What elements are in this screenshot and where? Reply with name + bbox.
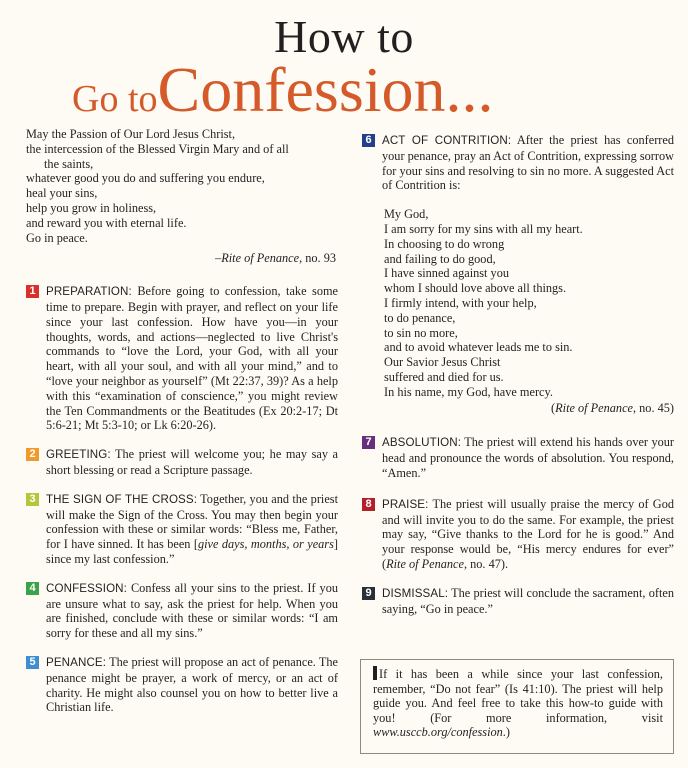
prayer-line: to sin no more, bbox=[384, 325, 458, 340]
step-text-after: ] since my last confession.” bbox=[46, 537, 338, 566]
callout-text-after: .) bbox=[502, 725, 510, 739]
right-column bbox=[362, 133, 674, 616]
attribution-source: Rite of Penance bbox=[221, 251, 300, 266]
callout-first-letter: I bbox=[379, 667, 384, 681]
title-line-1: How to bbox=[274, 11, 414, 62]
step-number-badge: 2 bbox=[26, 448, 39, 461]
prayer-line: I firmly intend, with your help, bbox=[384, 295, 537, 310]
step-number-badge: 7 bbox=[362, 436, 375, 449]
step-text: The priest will welcome you; he may say a short blessing or read a Scripture passage. bbox=[46, 447, 338, 477]
step-text: The priest will usually praise the mercy of God and will invite you to do the same. For example, the priest may say, “Give thanks to the Lord for he is good.” And your response would be, “His mercy endures for ever” ( bbox=[382, 496, 674, 571]
prayer-line: My God, bbox=[384, 207, 429, 222]
step-number-badge: 5 bbox=[26, 656, 39, 669]
step-number-badge: 1 bbox=[26, 285, 39, 298]
step-sign-of-the-cross bbox=[26, 492, 338, 567]
step-number-badge: 9 bbox=[362, 587, 375, 600]
step-heading: PENANCE: bbox=[46, 655, 107, 669]
step-preparation bbox=[26, 284, 338, 433]
prayer-line: and to avoid whatever leads me to sin. bbox=[384, 340, 573, 355]
attribution-source: Rite of Penance bbox=[555, 400, 633, 415]
prayer-line: Our Savior Jesus Christ bbox=[384, 355, 501, 370]
blessing-line: heal your sins, bbox=[26, 186, 98, 201]
prayer-line: and failing to do good, bbox=[384, 251, 496, 266]
title-confession: Confession... bbox=[157, 54, 494, 125]
attribution-open: ( bbox=[551, 400, 556, 415]
blessing-line: May the Passion of Our Lord Jesus Christ, bbox=[26, 127, 236, 141]
step-absolution bbox=[362, 435, 674, 480]
blessing-line: the intercession of the Blessed Virgin Mary and of all bbox=[26, 141, 289, 156]
step-heading: THE SIGN OF THE CROSS: bbox=[46, 492, 198, 506]
blessing-line: the saints, bbox=[44, 156, 94, 171]
step-heading: PREPARATION: bbox=[46, 285, 132, 299]
step-text: After the priest has conferred your penance, pray an Act of Contrition, expressing sorrow for your sins and resolving to sin no more. A suggested Act of Contrition is: bbox=[382, 133, 674, 193]
step-number-badge: 3 bbox=[26, 493, 39, 506]
step-dismissal bbox=[362, 586, 674, 617]
step-confession bbox=[26, 581, 338, 641]
step-text: The priest will extend his hands over your head and pronounce the words of absolution. You respond, “Amen.” bbox=[382, 435, 674, 480]
prayer-line: I have sinned against you bbox=[384, 266, 509, 281]
prayer-attribution bbox=[384, 401, 674, 416]
step-number-badge: 6 bbox=[362, 134, 375, 147]
title-go-to: Go to bbox=[72, 78, 158, 120]
callout-text: f it has been a while since your last confession, remember, “Do not fear” (Is 41:10). The priest will help guide you. And feel free to take this how-to guide with you! (For more information, visit bbox=[373, 667, 663, 725]
step-heading: PRAISE: bbox=[382, 497, 429, 511]
blessing-line: help you grow in holiness, bbox=[26, 200, 157, 215]
step-text-after: , no. 47). bbox=[463, 556, 509, 571]
step-number-badge: 4 bbox=[26, 582, 39, 595]
prayer-line: I am sorry for my sins with all my heart. bbox=[384, 221, 583, 236]
title-line-2 bbox=[72, 54, 494, 125]
act-of-contrition-prayer bbox=[384, 207, 674, 415]
step-text: Before going to confession, take some time to prepare. Begin with prayer, and reflect on your life since your last confession. How have you—in your thoughts, words, and actions—neglected to live Christ's commands to “love the Lord, your God, with all your heart, with all your soul, and with all your mind,” and to “love your neighbor as yourself” (Mt 22:37, 39)? As a help with this “examination of conscience,” you might review the Ten Commandments or the Beatitudes (Ex 20:2-17; Dt 5:6-21; Mt 5:3-10; or Lk 6:20-26). bbox=[46, 284, 338, 433]
prayer-line: In choosing to do wrong bbox=[384, 236, 505, 251]
blessing-attribution: –Rite of Penance, no. 93 bbox=[215, 251, 336, 266]
step-text-italic: Rite of Penance bbox=[386, 556, 464, 571]
drop-bar bbox=[373, 666, 377, 680]
attribution-ref: , no. 93 bbox=[299, 251, 336, 266]
step-praise bbox=[362, 497, 674, 572]
prayer-line: whom I should love above all things. bbox=[384, 281, 567, 296]
step-greeting bbox=[26, 447, 338, 478]
step-heading: DISMISSAL: bbox=[382, 586, 449, 600]
callout-box bbox=[360, 659, 674, 754]
step-text: Together, you and the priest will make the Sign of the Cross. You may then begin your confession with these or similar words: “Bless me, Father, for I have sinned. It has been [ bbox=[46, 491, 338, 552]
step-act-of-contrition bbox=[362, 133, 674, 193]
step-heading: CONFESSION: bbox=[46, 581, 127, 595]
prayer-line: to do penance, bbox=[384, 310, 456, 325]
step-text-italic: give days, months, or years bbox=[197, 537, 334, 552]
blessing-line: Go in peace. bbox=[26, 230, 88, 245]
step-heading: GREETING: bbox=[46, 448, 111, 462]
step-heading: ABSOLUTION: bbox=[382, 436, 462, 450]
blessing-line: whatever good you do and suffering you endure, bbox=[26, 171, 265, 186]
step-text: The priest will propose an act of penance. The penance might be prayer, a work of mercy, or an act of charity. He might also counsel you on how to better live a Christian life. bbox=[46, 654, 338, 715]
attribution-ref: , no. 45) bbox=[633, 400, 674, 415]
prayer-line: In his name, my God, have mercy. bbox=[384, 384, 553, 399]
step-penance bbox=[26, 655, 338, 715]
step-text: Confess all your sins to the priest. If you are unsure what to say, ask the priest for help. When you are finished, conclude with these or similar words: “I am sorry for these and all my sins.” bbox=[46, 580, 338, 641]
step-heading: ACT OF CONTRITION: bbox=[382, 134, 512, 147]
step-text: The priest will conclude the sacrament, often saying, “Go in peace.” bbox=[382, 585, 674, 616]
step-number-badge: 8 bbox=[362, 498, 375, 511]
prayer-line: suffered and died for us. bbox=[384, 369, 504, 384]
callout-url-link[interactable]: www.usccb.org/confession bbox=[373, 725, 503, 739]
blessing-text bbox=[26, 127, 338, 245]
blessing-line: and reward you with eternal life. bbox=[26, 215, 187, 230]
left-column bbox=[26, 127, 338, 715]
